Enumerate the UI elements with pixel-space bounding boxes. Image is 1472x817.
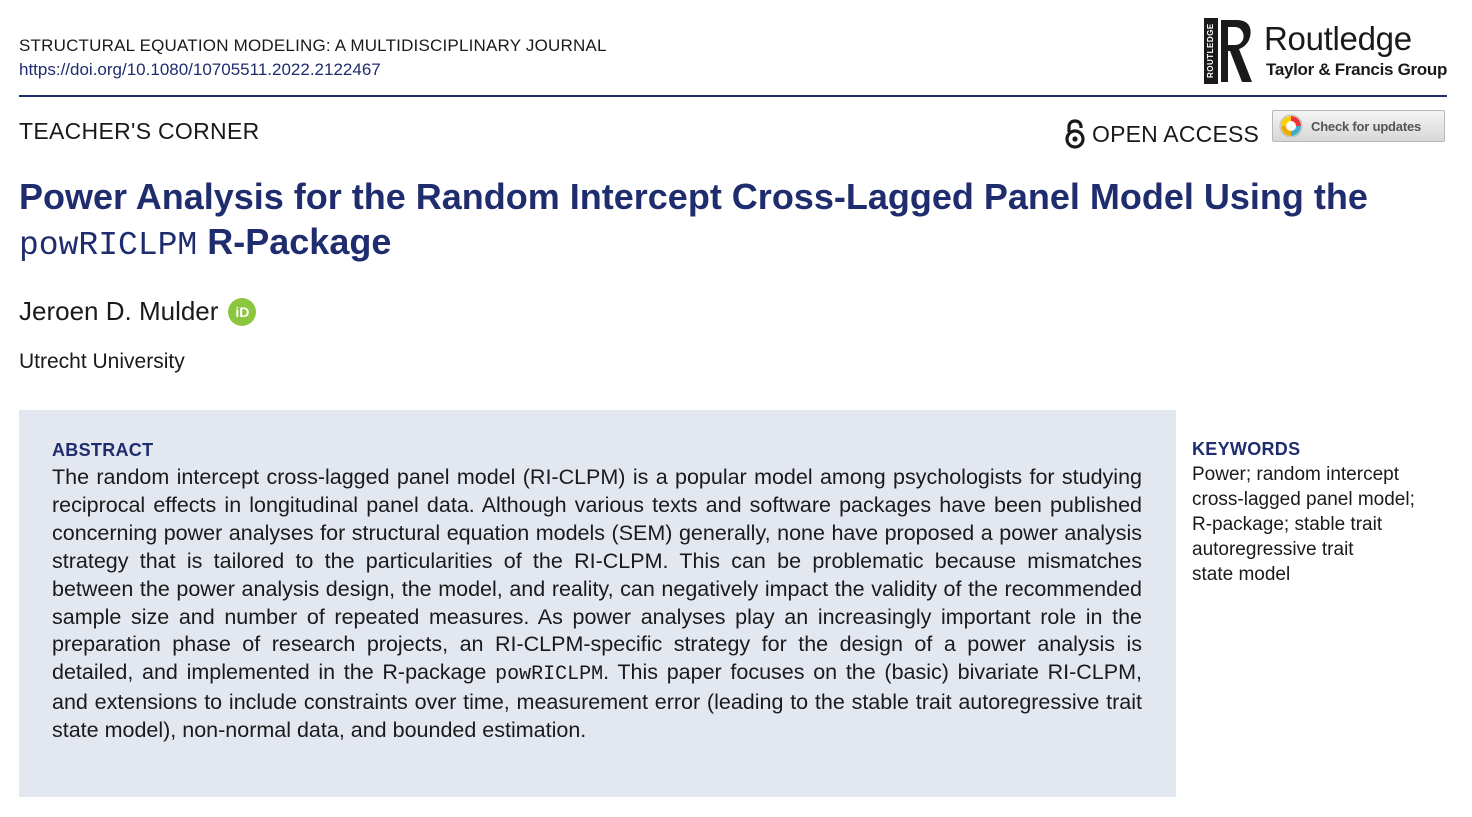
abstract-part-1: The random intercept cross-lagged panel model (RI-CLPM) is a popular model among psychologists for studying reciprocal effects in longitudinal panel data. Although various texts and software packages have been published concerning power analyses for structural equation models (SEM) generally, none have proposed a power analysis strategy that is tailored to the particularities of the RI-CLPM. This can be problematic because mismatches between the power analysis design, the model, and reality, can negatively impact the validity of the recommended sample size and number of repeated measures. As power analyses play an increasingly important role in the preparation phase of research projects, an RI-CLPM-specific strategy for the design of a power analysis is detailed, and implemented in the R-package [52, 465, 1142, 685]
keyword-line: Power; random intercept [1192, 464, 1399, 485]
check-for-updates-button[interactable] [1272, 110, 1445, 142]
title-suffix: R-Package [207, 221, 392, 262]
title-package: powRICLPM [19, 227, 198, 264]
publisher-logo [1204, 18, 1454, 86]
keywords-heading: KEYWORDS [1192, 439, 1301, 459]
publisher-group: Taylor & Francis Group [1266, 60, 1448, 79]
check-for-updates-label: Check for updates [1311, 118, 1422, 134]
open-lock-icon [1064, 119, 1086, 149]
section-label: TEACHER'S CORNER [19, 118, 260, 144]
keywords-list [1192, 462, 1452, 587]
abstract-text [52, 464, 1142, 745]
keyword-line: R-package; stable trait [1192, 514, 1383, 535]
journal-header [19, 34, 607, 82]
publisher-name: Routledge [1264, 20, 1412, 57]
orcid-icon[interactable]: iD [228, 298, 256, 326]
abstract-part-2: . This paper focuses on the (basic) bivariate RI-CLPM, and extensions to include constraints over time, measurement error (leading to the stable trait autoregressive trait state model), non-normal data, and bounded estimation. [52, 660, 1142, 743]
open-access-label: OPEN ACCESS [1092, 120, 1260, 147]
keyword-line: autoregressive trait [1192, 539, 1354, 560]
keyword-line: state model [1192, 564, 1291, 585]
logo-vertical-text: ROUTLEDGE [1206, 23, 1215, 79]
doi-link[interactable]: https://doi.org/10.1080/10705511.2022.2122467 [19, 60, 381, 79]
crossmark-icon [1279, 114, 1303, 138]
journal-title: STRUCTURAL EQUATION MODELING: A MULTIDISCIPLINARY JOURNAL [19, 36, 607, 55]
abstract-heading: ABSTRACT [52, 440, 154, 460]
keyword-line: cross-lagged panel model; [1192, 489, 1415, 510]
open-access-badge [1064, 118, 1259, 150]
abstract-package: powRICLPM [495, 663, 604, 687]
author-name[interactable]: Jeroen D. Mulder [19, 296, 219, 326]
author-row [19, 296, 256, 327]
paper-title [19, 174, 1439, 268]
header-rule [19, 95, 1447, 97]
title-text: Power Analysis for the Random Intercept Cross-Lagged Panel Model Using the [19, 176, 1368, 217]
affiliation: Utrecht University [19, 350, 185, 373]
